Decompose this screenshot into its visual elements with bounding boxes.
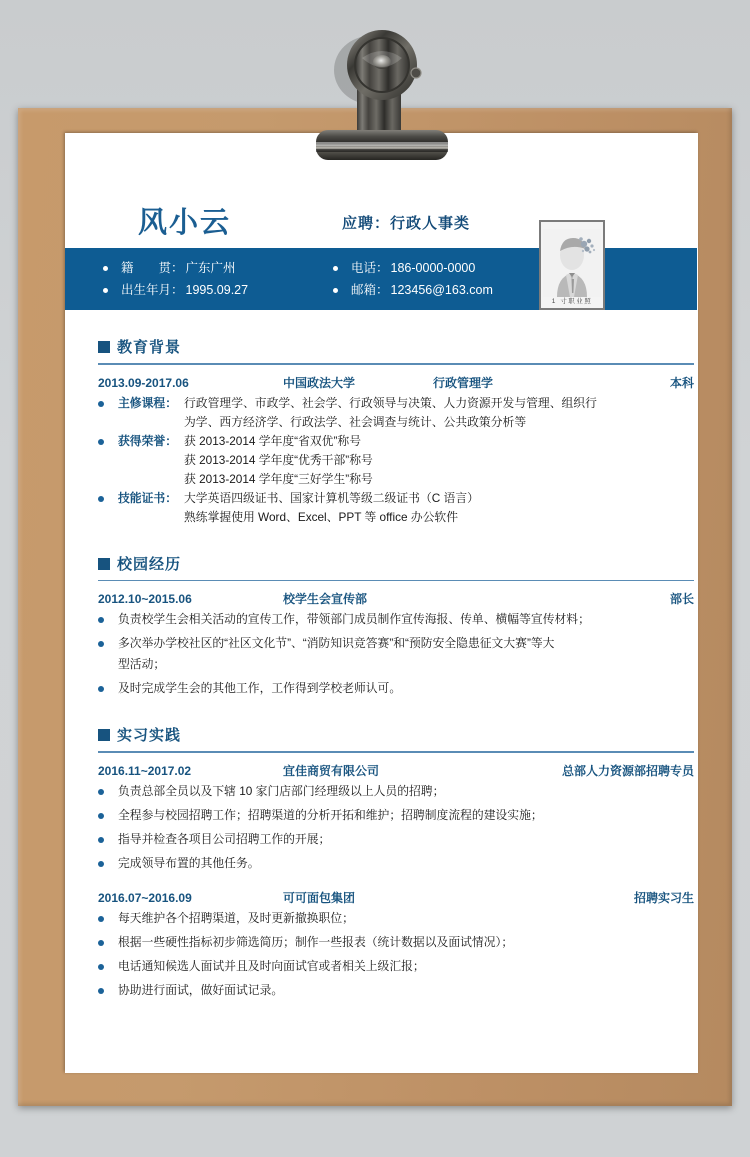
internship-bullet-text: 指导并检查各项目公司招聘工作的开展； xyxy=(118,831,331,846)
binder-clip-icon xyxy=(296,18,468,170)
campus-bullet-text: 型活动； xyxy=(118,657,166,671)
section-divider xyxy=(98,363,694,365)
section-title: 实习实践 xyxy=(117,726,182,744)
bullet-dot-icon xyxy=(98,940,104,946)
resume-content xyxy=(65,200,705,1000)
bullet-dot-icon xyxy=(333,288,338,293)
internship-role: 总部人力资源部招聘专员 xyxy=(561,763,694,778)
internship-bullet xyxy=(98,933,698,952)
section-title: 校园经历 xyxy=(117,554,182,573)
education-item-cont xyxy=(98,413,698,432)
campus-bullet-text: 负责校学生会相关活动的宣传工作，带领部门成员制作宣传海报、传单、横幅等宣传材料； xyxy=(118,612,590,626)
education-item xyxy=(98,489,698,508)
education-item-text: 熟练掌握使用 Word、Excel、PPT 等 office 办公软件 xyxy=(184,509,459,524)
education-degree: 本科 xyxy=(669,375,694,390)
section-internship xyxy=(65,724,705,1000)
section-header-education xyxy=(65,336,705,358)
education-item-text: 获 2013-2014 学年度“省双优”称号 xyxy=(184,433,361,448)
campus-role: 部长 xyxy=(669,592,694,606)
internship-bullet xyxy=(98,909,698,928)
contact-label: 电话： xyxy=(351,261,389,275)
internship-bullet xyxy=(98,854,698,873)
campus-bullet-text: 及时完成学生会的其他工作，工作得到学校老师认可。 xyxy=(118,681,402,695)
contact-item-phone xyxy=(333,257,475,279)
contact-value: 123456@163.com xyxy=(390,283,493,297)
contact-item-birthdate xyxy=(103,279,333,301)
bullet-dot-icon xyxy=(98,439,104,445)
square-bullet-icon xyxy=(98,558,110,570)
section-divider xyxy=(98,751,694,753)
candidate-name: 风小云 xyxy=(138,205,232,239)
contact-item-email xyxy=(333,279,493,301)
education-entry-header xyxy=(98,374,694,392)
bullet-dot-icon xyxy=(103,288,108,293)
internship-bullet xyxy=(98,830,698,849)
contact-label: 出生年月： xyxy=(121,283,184,297)
contact-row xyxy=(103,257,697,279)
education-date: 2013.09-2017.06 xyxy=(98,375,189,390)
campus-bullet-cont xyxy=(98,655,698,674)
applied-position: 应聘：行政人事类 xyxy=(342,214,471,232)
internship-bullet xyxy=(98,782,698,801)
contact-value: 186-0000-0000 xyxy=(390,261,476,275)
education-item-text: 获 2013-2014 学年度“优秀干部”称号 xyxy=(184,452,373,467)
bullet-dot-icon xyxy=(103,266,108,271)
contact-value: 1995.09.27 xyxy=(185,283,249,297)
profile-photo-placeholder xyxy=(539,220,605,310)
square-bullet-icon xyxy=(98,729,110,741)
internship-entry-header xyxy=(98,889,694,907)
education-item-label: 技能证书： xyxy=(118,490,177,505)
education-item-text: 大学英语四级证书、国家计算机等级二级证书（C 语言） xyxy=(184,490,479,505)
internship-org: 宜佳商贸有限公司 xyxy=(283,763,380,778)
bullet-dot-icon xyxy=(333,266,338,271)
education-item-text: 获 2013-2014 学年度“三好学生”称号 xyxy=(184,471,373,486)
education-item xyxy=(98,394,698,413)
campus-bullet xyxy=(98,634,698,653)
section-header-internship xyxy=(65,724,705,746)
internship-bullet-text: 电话通知候选人面试并且及时向面试官或者相关上级汇报； xyxy=(118,958,425,973)
campus-bullet xyxy=(98,679,698,698)
contact-band xyxy=(65,248,697,310)
contact-label: 籍 贯： xyxy=(121,261,184,275)
resume-header xyxy=(65,200,705,248)
campus-bullet xyxy=(98,610,698,629)
internship-date: 2016.11~2017.02 xyxy=(98,763,192,778)
photo-caption: 1 寸职业照 xyxy=(551,298,593,305)
bullet-dot-icon xyxy=(98,988,104,994)
internship-bullet-text: 全程参与校园招聘工作；招聘渠道的分析开拓和维护；招聘制度流程的建设实施； xyxy=(118,807,543,822)
section-title: 教育背景 xyxy=(117,338,182,356)
section-campus xyxy=(65,553,705,699)
bullet-dot-icon xyxy=(98,686,104,692)
education-item xyxy=(98,432,698,451)
internship-bullet-text: 完成领导布置的其他任务。 xyxy=(118,855,260,870)
internship-org: 可可面包集团 xyxy=(283,890,356,905)
bullet-dot-icon xyxy=(98,617,104,623)
bullet-dot-icon xyxy=(98,837,104,843)
square-bullet-icon xyxy=(98,341,110,353)
contact-label: 邮箱： xyxy=(351,283,389,297)
contact-item-hometown xyxy=(103,257,333,279)
internship-bullet-text: 协助进行面试，做好面试记录。 xyxy=(118,982,284,997)
education-major: 行政管理学 xyxy=(433,375,494,390)
internship-bullet-text: 负责总部全员以及下辖 10 家门店部门经理级以上人员的招聘； xyxy=(118,783,445,798)
contact-value: 广东广州 xyxy=(185,261,236,275)
internship-bullet xyxy=(98,806,698,825)
bullet-dot-icon xyxy=(98,496,104,502)
bullet-dot-icon xyxy=(98,789,104,795)
bullet-dot-icon xyxy=(98,916,104,922)
bullet-dot-icon xyxy=(98,861,104,867)
internship-bullet-text: 每天维护各个招聘渠道，及时更新撤换职位； xyxy=(118,910,354,925)
contact-row xyxy=(103,279,697,301)
education-item-cont xyxy=(98,451,698,470)
bullet-dot-icon xyxy=(98,813,104,819)
campus-date: 2012.10~2015.06 xyxy=(98,592,192,606)
education-item-cont xyxy=(98,508,698,527)
bullet-dot-icon xyxy=(98,964,104,970)
bullet-dot-icon xyxy=(98,641,104,647)
education-item-label: 获得荣誉： xyxy=(118,433,177,448)
education-item-text: 行政管理学、市政学、社会学、行政领导与决策、人力资源开发与管理、组织行 xyxy=(184,395,597,410)
education-item-text: 为学、西方经济学、行政法学、社会调查与统计、公共政策分析等 xyxy=(184,414,527,429)
internship-bullet xyxy=(98,981,698,1000)
internship-date: 2016.07~2016.09 xyxy=(98,890,192,905)
section-education xyxy=(65,336,705,527)
education-item-cont xyxy=(98,470,698,489)
education-item-label: 主修课程： xyxy=(118,395,177,410)
bullet-dot-icon xyxy=(98,401,104,407)
internship-bullet xyxy=(98,957,698,976)
internship-bullet-text: 根据一些硬性指标初步筛选简历；制作一些报表（统计数据以及面试情况）； xyxy=(118,934,514,949)
campus-org: 校学生会宣传部 xyxy=(283,592,368,606)
internship-entry-header xyxy=(98,762,694,780)
campus-entry-header xyxy=(98,590,694,608)
internship-role: 招聘实习生 xyxy=(633,890,694,905)
section-header-campus xyxy=(65,553,705,575)
section-divider xyxy=(98,580,694,582)
education-school: 中国政法大学 xyxy=(283,375,356,390)
campus-bullet-text: 多次举办学校社区的“社区文化节”、“消防知识竞答赛”和“预防安全隐患征文大赛”等大 xyxy=(118,636,555,650)
person-silhouette-icon xyxy=(543,229,601,297)
